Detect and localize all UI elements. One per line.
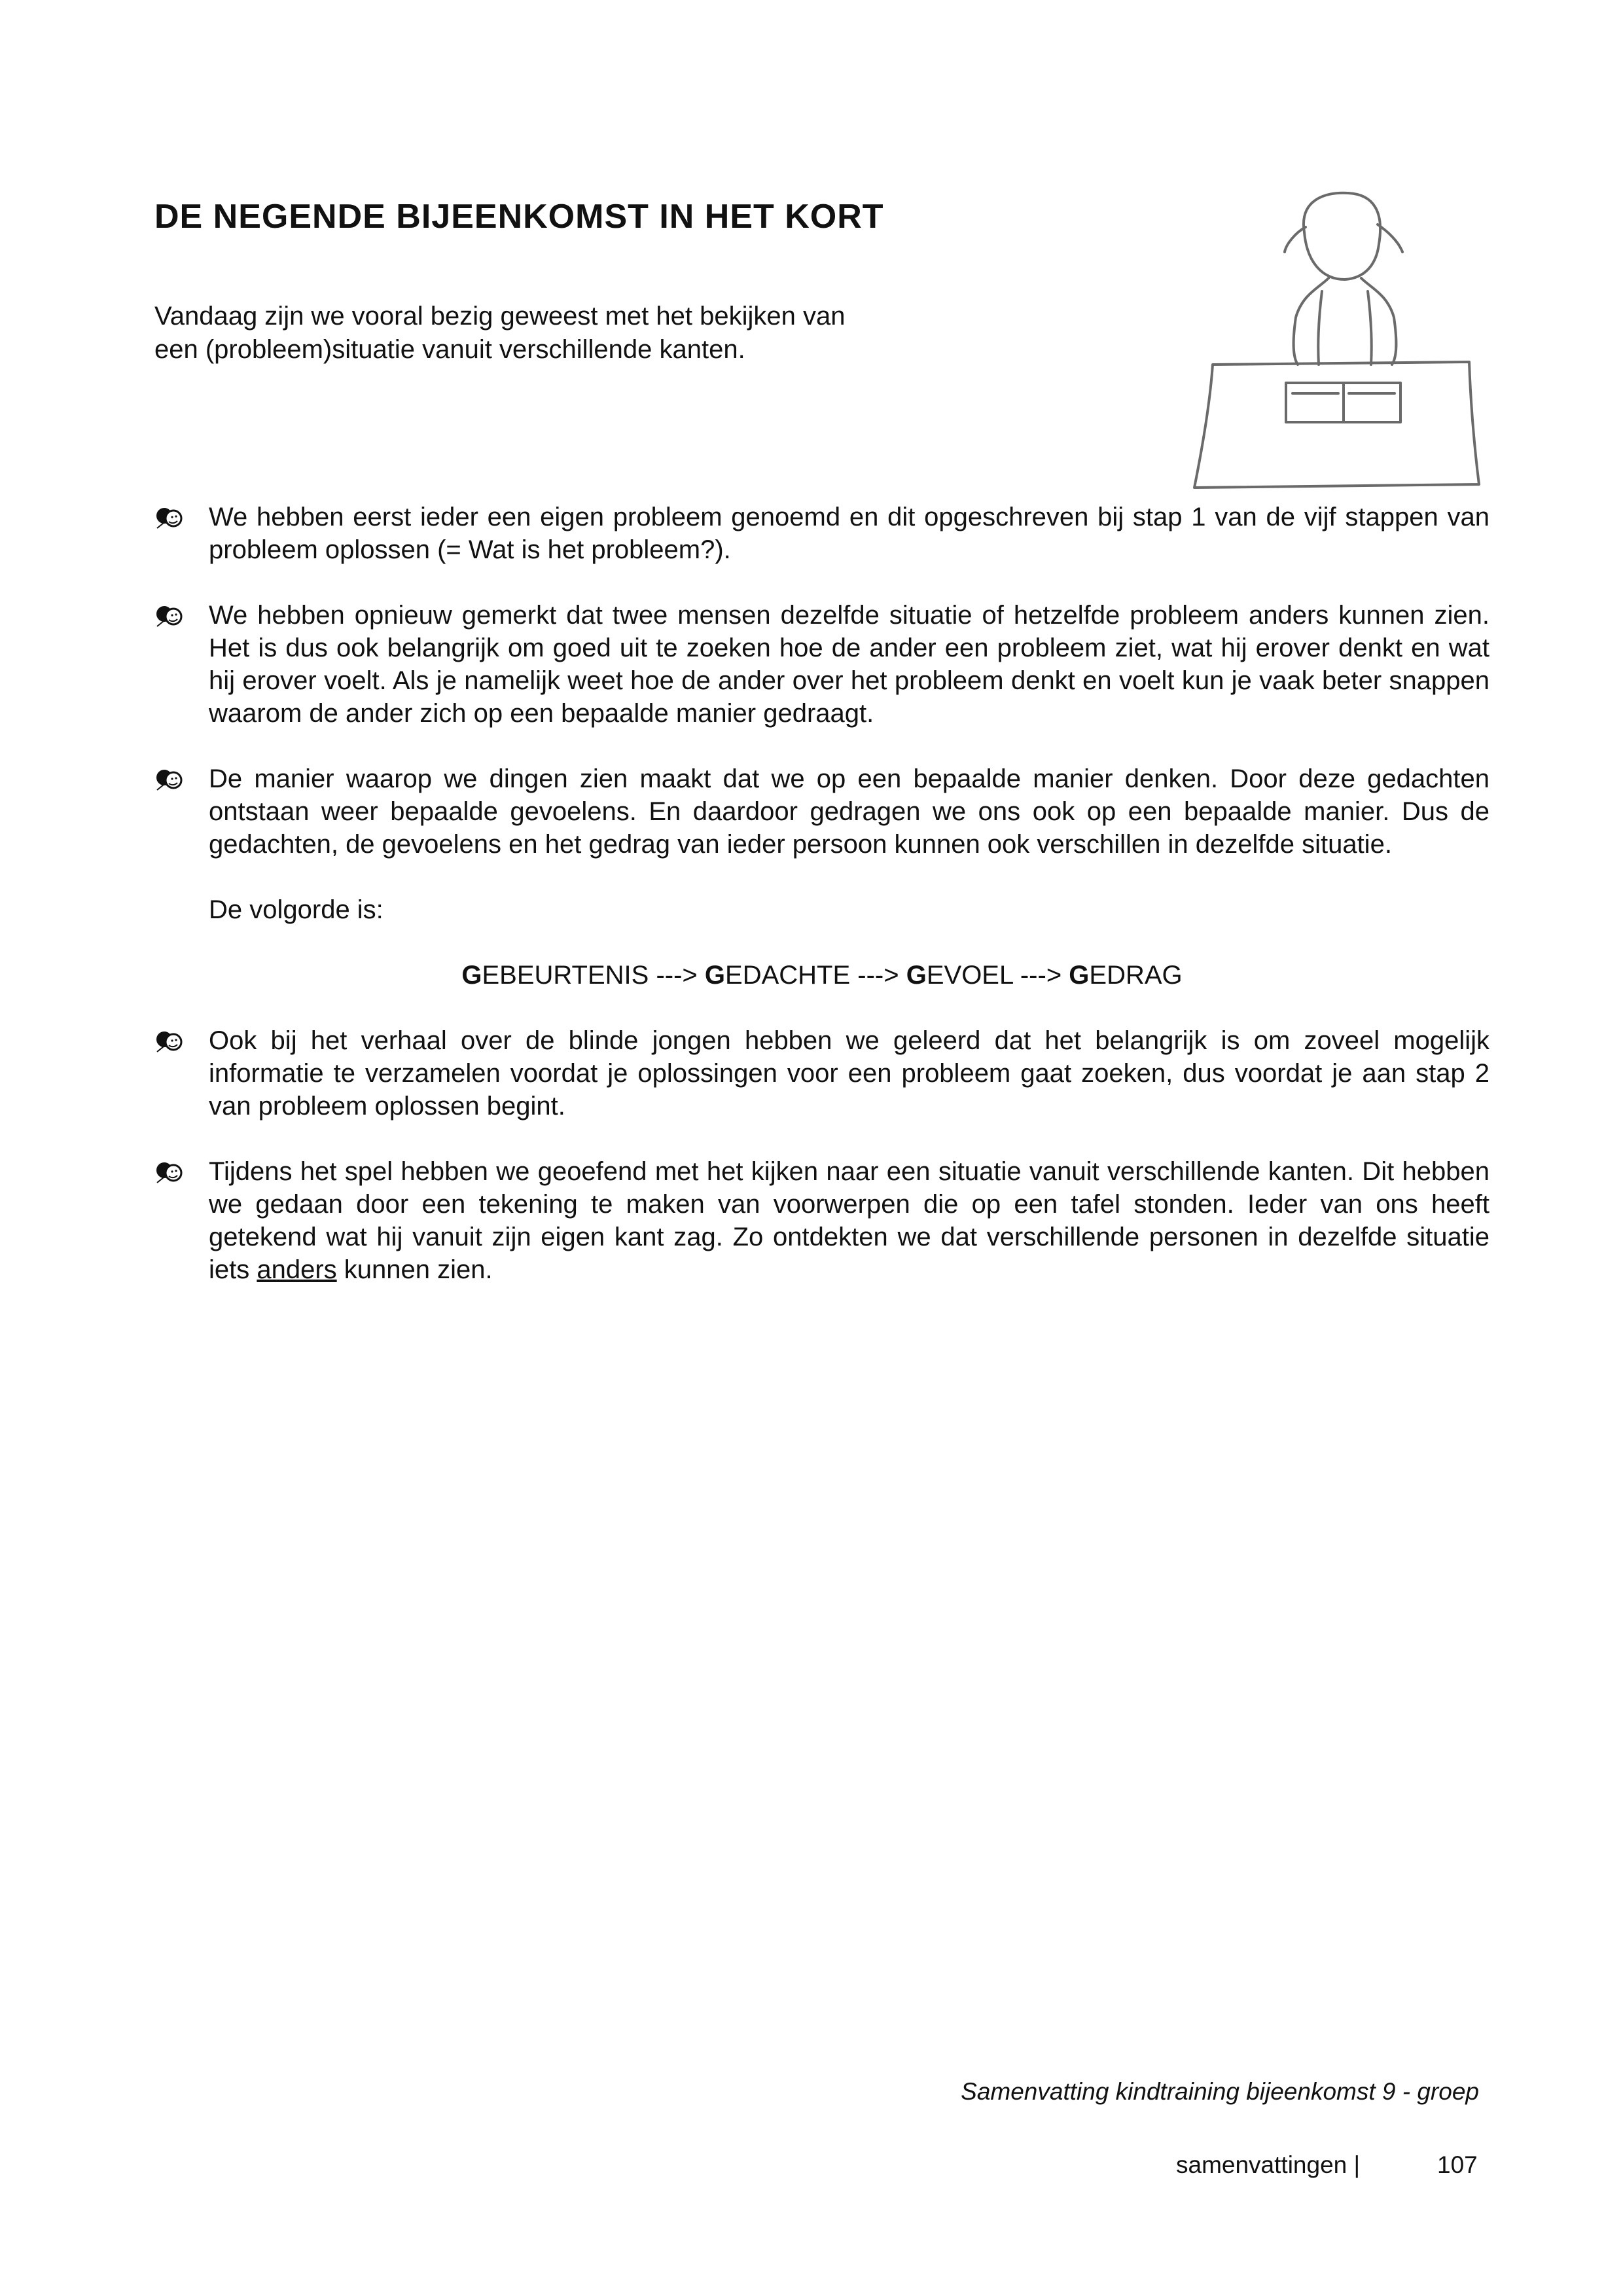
sequence-arrow: ---> <box>850 961 906 990</box>
list-item <box>154 501 1489 566</box>
sequence-step-rest: EDACHTE <box>725 961 851 990</box>
footer-section-label: samenvattingen | <box>1176 2151 1361 2178</box>
two-faces-talking-icon <box>154 601 185 629</box>
page-title: DE NEGENDE BIJEENKOMST IN HET KORT <box>154 198 884 236</box>
sequence-arrow: ---> <box>649 961 705 990</box>
sequence-arrow: ---> <box>1012 961 1069 990</box>
bullet-text: Ook bij het verhaal over de blinde jongen hebben we geleerd dat het belangrijk is om zoveel mogelijk informatie te verzamelen voordat je oplossingen voor een probleem gaat zoeken, dus voordat je aan stap 2 van probleem oplossen begint. <box>209 1026 1489 1121</box>
sequence-initial: G <box>906 961 927 990</box>
underlined-word: anders <box>257 1255 337 1284</box>
list-item <box>154 762 1489 992</box>
bullet-text-start: Tijdens het spel hebben we geoefend met het kijken naar een situatie vanuit verschillende kanten. Dit hebben we gedaan door een tekening te maken van voorwerpen die op een tafel stonden. Ieder van ons heeft getekend wat hij vanuit zijn eigen kant zag. Zo ontdekten we dat verschillende personen in dezelfde situatie iets <box>209 1157 1489 1284</box>
bullet-text: We hebben eerst ieder een eigen probleem genoemd en dit opgeschreven bij stap 1 van de vijf stappen van probleem oplossen (= Wat is het probleem?). <box>209 503 1489 564</box>
page-number: 107 <box>1437 2151 1478 2178</box>
summary-bullet-list <box>154 501 1489 1319</box>
child-at-desk-illustration <box>1188 187 1482 491</box>
bullet-text: We hebben opnieuw gemerkt dat twee mensen dezelfde situatie of hetzelfde probleem anders kunnen zien. Het is dus ook belangrijk om goed uit te zoeken hoe de ander een probleem ziet, wat hij erover denkt en wat hij erover voelt. Als je namelijk weet hoe de ander over het probleem denkt en voelt kun je vaak beter snappen waarom de ander zich op een bepaalde manier gedraagt. <box>209 601 1489 728</box>
two-faces-talking-icon <box>154 765 185 793</box>
sequence-initial: G <box>704 961 726 990</box>
footer-caption: Samenvatting kindtraining bijeenkomst 9 - groep <box>961 2078 1479 2105</box>
two-faces-talking-icon <box>154 503 185 531</box>
sequence-initial: G <box>461 961 482 990</box>
intro-line-2: een (probleem)situatie vanuit verschillende kanten. <box>154 335 745 364</box>
list-item <box>154 1024 1489 1122</box>
list-item <box>154 1155 1489 1286</box>
bullet-text <box>209 1155 1489 1286</box>
sequence-step-rest: EBEURTENIS <box>482 961 649 990</box>
sequence-step-rest: EDRAG <box>1089 961 1183 990</box>
two-faces-talking-icon <box>154 1027 185 1054</box>
bullet-text-end: kunnen zien. <box>336 1255 493 1284</box>
list-item <box>154 599 1489 730</box>
sequence-intro: De volgorde is: <box>209 895 383 924</box>
intro-text <box>154 300 907 367</box>
sequence-line <box>209 959 1489 992</box>
sequence-step-rest: EVOEL <box>926 961 1013 990</box>
two-faces-talking-icon <box>154 1158 185 1185</box>
sequence-initial: G <box>1069 961 1090 990</box>
intro-line-1: Vandaag zijn we vooral bezig geweest met het bekijken van <box>154 302 846 331</box>
bullet-text: De manier waarop we dingen zien maakt dat we op een bepaalde manier denken. Door deze gedachten ontstaan weer bepaalde gevoelens. En daardoor gedragen we ons ook op een bepaalde manier. Dus de gedachten, de gevoelens en het gedrag van ieder persoon kunnen ook verschillen in dezelfde situatie. <box>209 764 1489 859</box>
